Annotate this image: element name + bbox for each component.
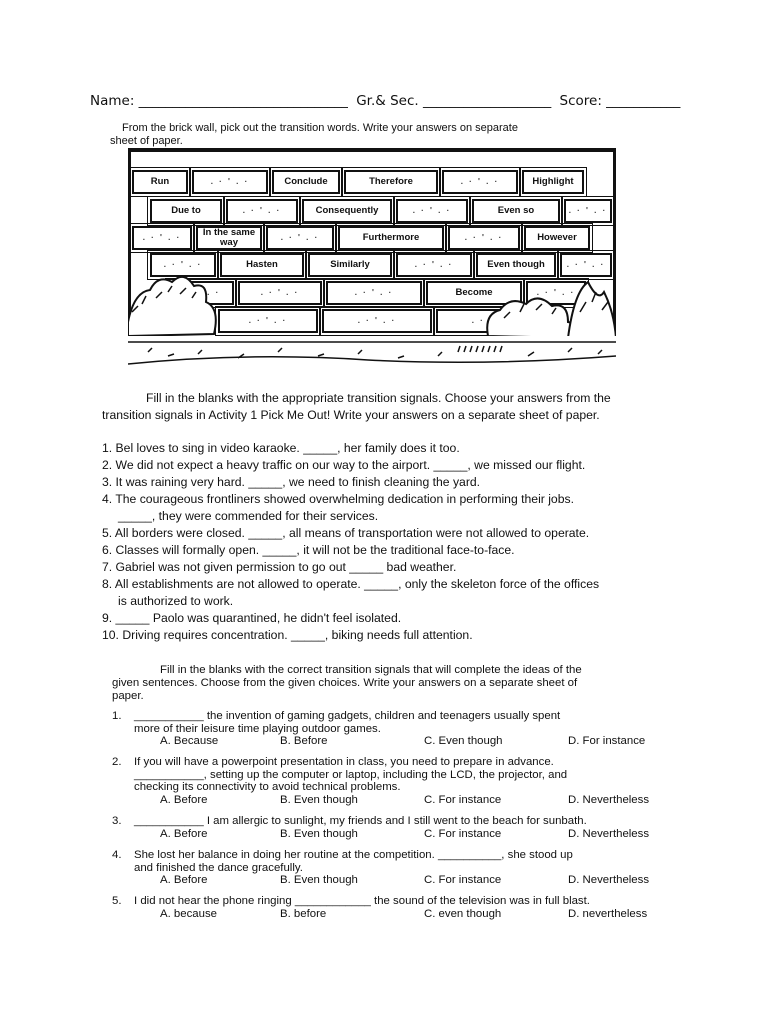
brick: Therefore — [344, 170, 438, 194]
brick: Highlight — [522, 170, 584, 194]
option-d: D. Nevertheless — [568, 874, 650, 886]
activity3-instruction-line: given sentences. Choose from the given choices. Write your answers on a separate sheet of — [112, 677, 578, 689]
brick: Similarly — [308, 253, 392, 277]
option-c: C. Even though — [424, 735, 503, 747]
option-d: D. Nevertheless — [568, 827, 650, 840]
answer-options — [112, 794, 722, 807]
question-4 — [112, 849, 722, 887]
list-item: 9. _____ Paolo was quarantined, he didn't feel isolated. — [102, 611, 402, 625]
brick — [442, 170, 518, 194]
brick — [226, 199, 298, 223]
question-line: and finished the dance gracefully. — [134, 861, 303, 874]
activity1-instruction-line: sheet of paper. — [110, 135, 183, 147]
question-line: checking its connectivity to avoid technical problems. — [134, 781, 401, 793]
worksheet-header — [90, 93, 690, 109]
option-d: D. Nevertheless — [568, 793, 650, 806]
activity3-instruction-line: Fill in the blanks with the correct transition signals that will complete the ideas of the — [160, 664, 582, 676]
list-item: 4. The courageous frontliners showed overwhelming dedication in performing their jobs. — [102, 492, 574, 506]
brick: Run — [132, 170, 188, 194]
brick: Consequently — [302, 199, 392, 223]
list-item: 5. All borders were closed. _____, all means of transportation were not allowed to operate. — [102, 526, 590, 540]
brick: Conclude — [272, 170, 340, 194]
question-line: ___________ I am allergic to sunlight, my friends and I still went to the beach for sunbath. — [134, 815, 587, 827]
question-line: She lost her balance in doing her routine at the competition. __________, she stood up — [134, 849, 573, 861]
option-c: C. For instance — [424, 874, 502, 886]
brick: Even so — [472, 199, 560, 223]
activity2-instruction-line: transition signals in Activity 1 Pick Me Out! Write your answers on a separate sheet of paper. — [102, 408, 600, 422]
brick: Due to — [150, 199, 222, 223]
brick — [396, 199, 468, 223]
option-d: D. For instance — [568, 735, 646, 747]
brick: Even though — [476, 253, 556, 277]
question-2 — [112, 756, 722, 807]
question-line: If you will have a powerpoint presentation in class, you need to prepare in advance. — [134, 756, 554, 768]
option-b: B. Before — [280, 735, 328, 747]
question-3 — [112, 815, 722, 841]
list-item-continuation: _____, they were commended for their services. — [118, 509, 379, 523]
grade-section-field: Gr.& Sec. ___________________ — [356, 93, 552, 109]
option-c: C. even though — [424, 907, 502, 920]
question-number: 2. — [112, 756, 122, 768]
option-a: A. Because — [160, 735, 219, 747]
question-line: ___________, setting up the computer or laptop, including the LCD, the projector, and — [134, 768, 568, 781]
activity1-instruction-line: From the brick wall, pick out the transition words. Write your answers on separate — [122, 122, 518, 134]
option-d: D. nevertheless — [568, 907, 648, 920]
bushes-illustration — [128, 252, 616, 370]
brick-row-2 — [128, 199, 616, 225]
question-number: 4. — [112, 849, 122, 861]
list-item: 10. Driving requires concentration. _____, biking needs full attention. — [102, 628, 473, 642]
option-b: B. Even though — [280, 793, 358, 806]
question-line: ___________ the invention of gaming gadgets, children and teenagers usually spent — [134, 710, 561, 722]
brick-row-3 — [128, 226, 616, 252]
question-line: I did not hear the phone ringing ____________ the sound of the television was in full blast. — [134, 895, 590, 907]
list-item-continuation: is authorized to work. — [118, 594, 234, 608]
brick: In the same way — [196, 226, 262, 250]
brick: Furthermore — [338, 226, 444, 250]
list-item: 2. We did not expect a heavy traffic on our way to the airport. _____, we missed our flight. — [102, 458, 586, 472]
list-item: 7. Gabriel was not given permission to go out _____ bad weather. — [102, 560, 457, 574]
score-field: Score: ___________ — [559, 93, 681, 109]
list-item: 1. Bel loves to sing in video karaoke. _____, her family does it too. — [102, 441, 460, 455]
question-1 — [112, 710, 722, 748]
answer-options — [112, 874, 722, 887]
question-number: 5. — [112, 895, 122, 907]
option-a: A. because — [160, 907, 217, 920]
brick — [192, 170, 268, 194]
option-c: C. For instance — [424, 827, 502, 840]
option-b: B. before — [280, 907, 327, 920]
brick: Become — [426, 281, 522, 305]
activity3-instructions — [112, 664, 722, 703]
brick — [564, 199, 612, 223]
question-number: 3. — [112, 815, 122, 827]
activity3-instruction-line: paper. — [112, 690, 144, 702]
brick: However — [524, 226, 590, 250]
brick: Hasten — [220, 253, 304, 277]
question-5 — [112, 895, 722, 921]
activity2-instructions — [102, 390, 622, 424]
option-a: A. Before — [160, 827, 208, 840]
option-b: B. Even though — [280, 827, 358, 840]
activity2-items — [102, 440, 632, 644]
brick — [132, 226, 192, 250]
list-item: 6. Classes will formally open. _____, it will not be the traditional face-to-face. — [102, 543, 515, 557]
activity2-instruction-line: Fill in the blanks with the appropriate transition signals. Choose your answers from the — [146, 391, 611, 405]
option-a: A. Before — [160, 874, 208, 886]
answer-options — [112, 828, 722, 841]
list-item: 8. All establishments are not allowed to operate. _____, only the skeleton force of the offices — [102, 577, 600, 591]
question-line: more of their leisure time playing outdoor games. — [134, 722, 381, 735]
activity1-instructions — [110, 122, 650, 148]
option-b: B. Even though — [280, 874, 358, 886]
list-item: 3. It was raining very hard. _____, we need to finish cleaning the yard. — [102, 475, 481, 489]
brick-wall-illustration — [128, 148, 616, 370]
brick-row-1 — [128, 170, 616, 196]
answer-options — [112, 908, 722, 921]
answer-options — [112, 735, 722, 748]
brick — [266, 226, 334, 250]
option-c: C. For instance — [424, 793, 502, 806]
name-field: Name: _______________________________ — [90, 93, 348, 109]
option-a: A. Before — [160, 793, 208, 806]
brick — [448, 226, 520, 250]
question-number: 1. — [112, 710, 122, 722]
